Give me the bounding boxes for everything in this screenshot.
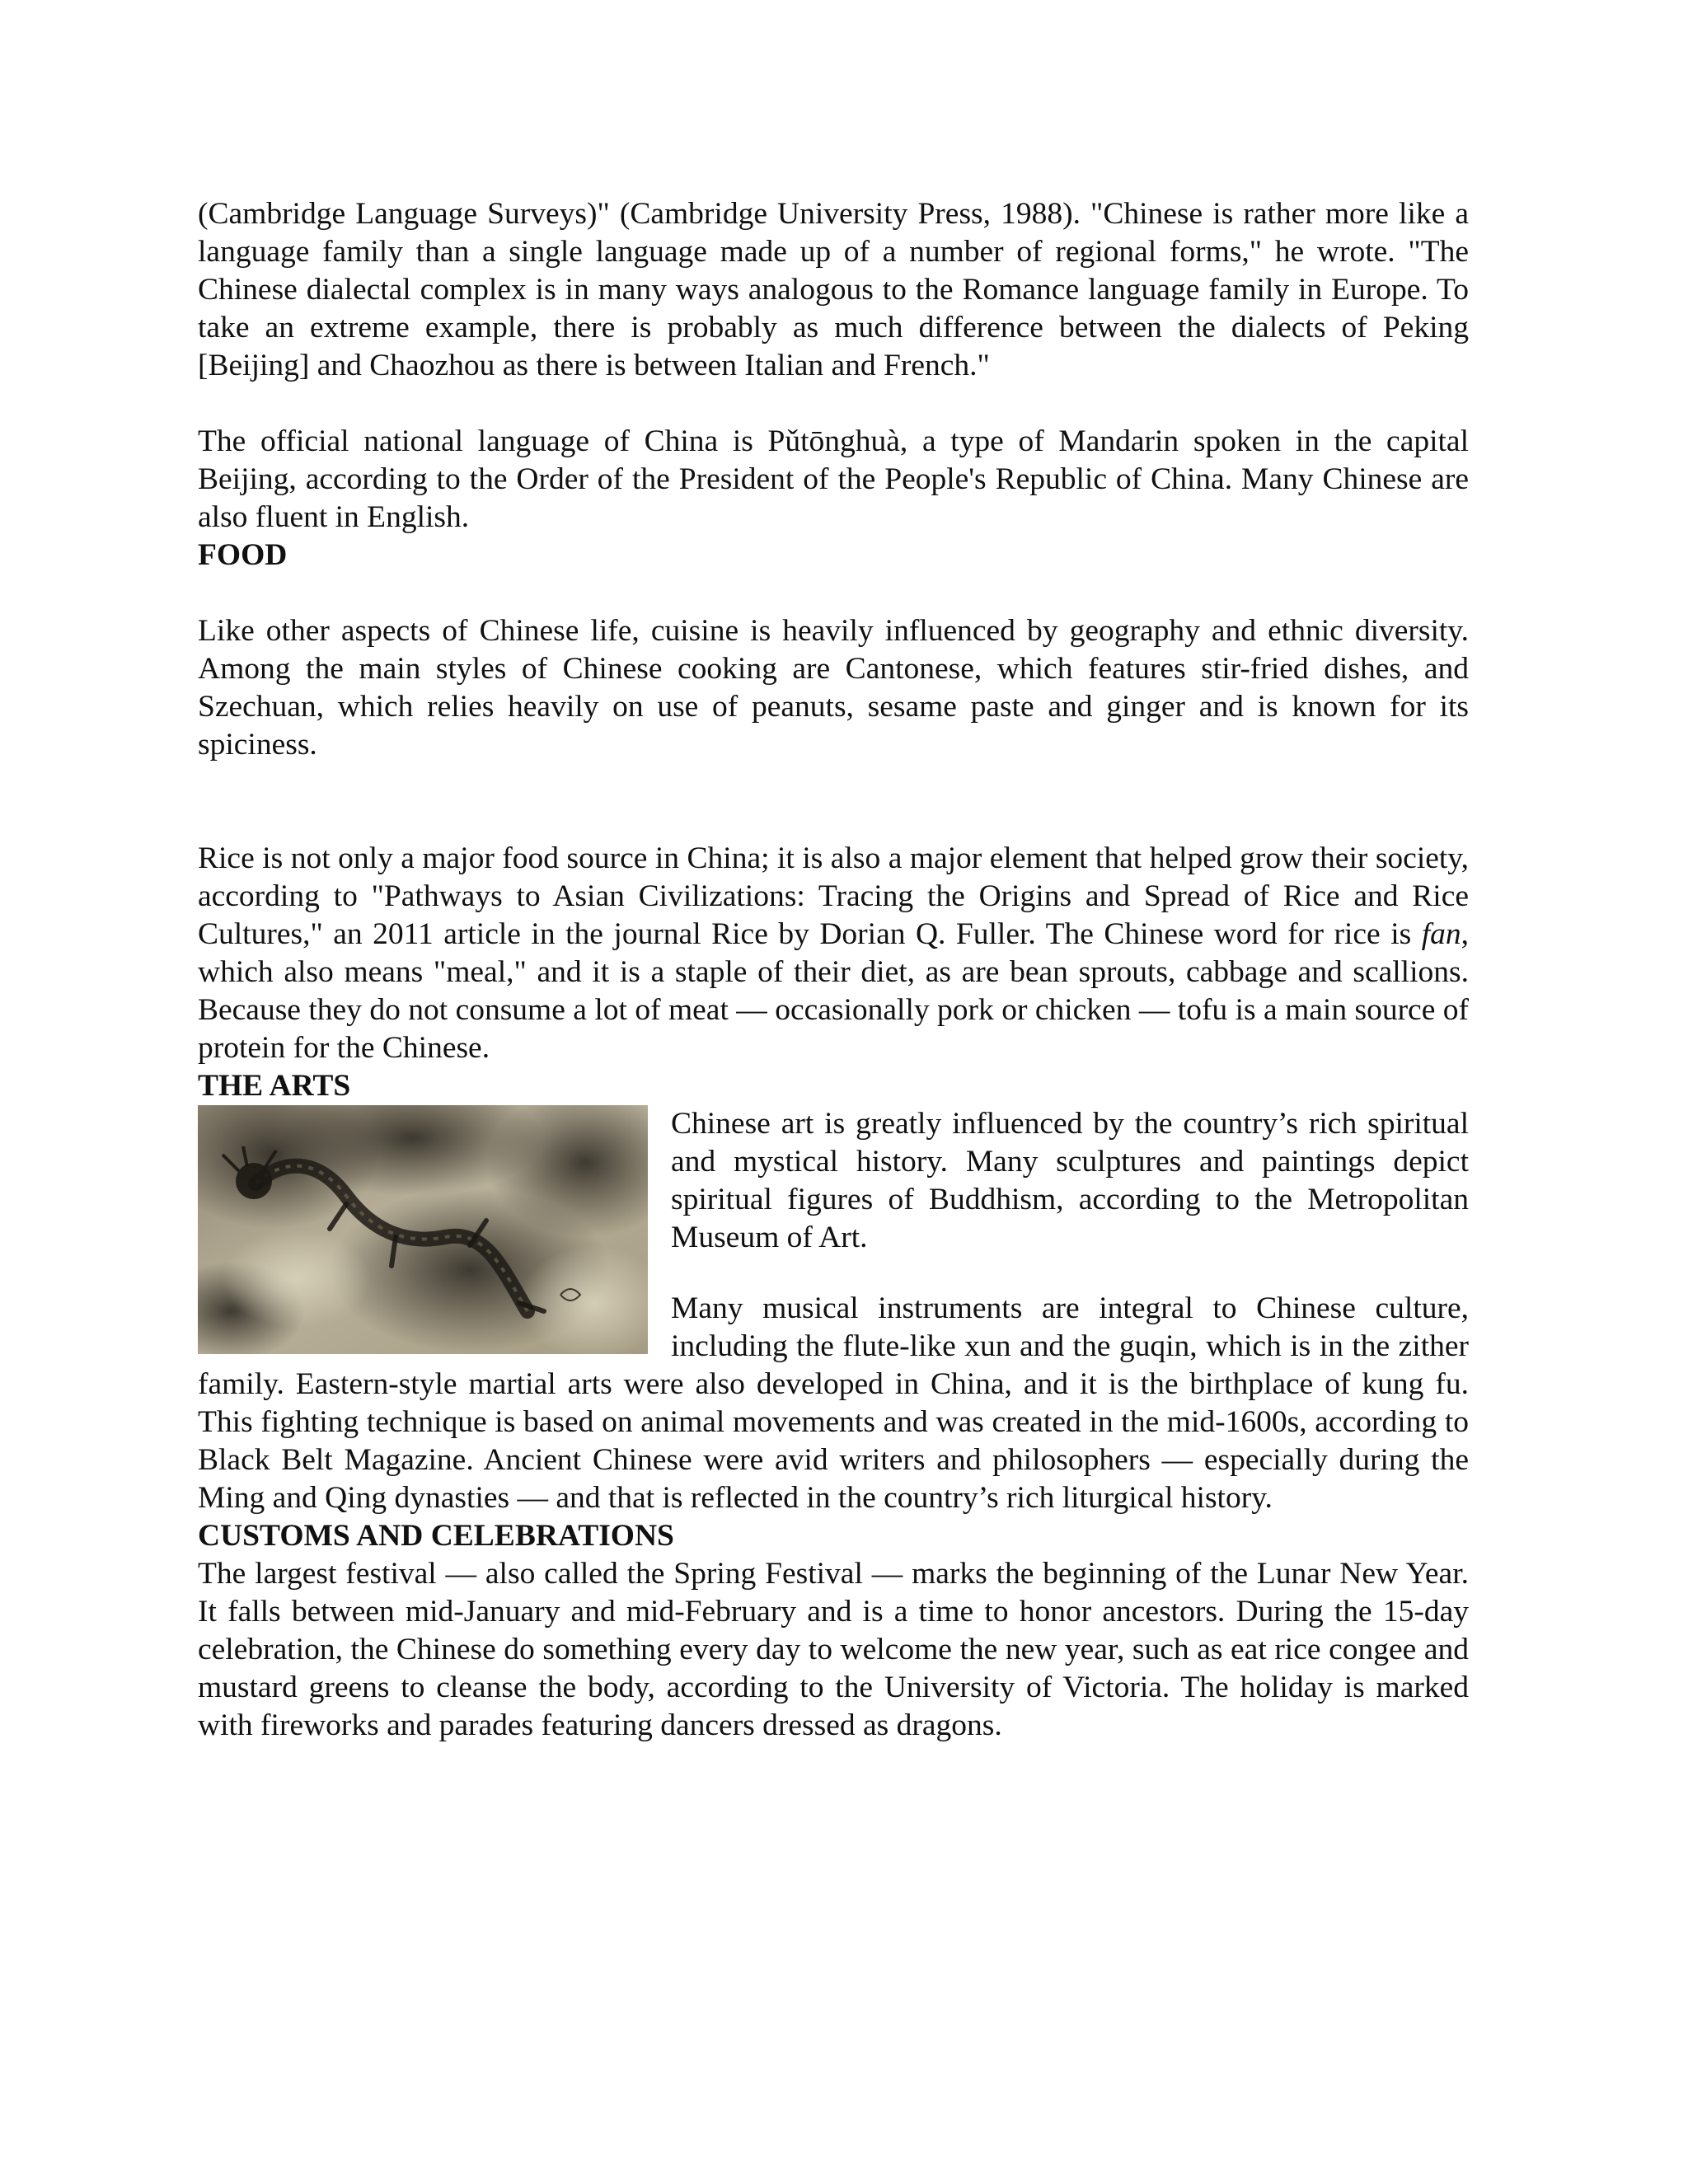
- arts-heading: THE ARTS: [198, 1069, 351, 1103]
- food-paragraph-1: Like other aspects of Chinese life, cuisine is heavily influenced by geography and ethnic diversity. Among the main styles of Chinese cooking are Cantonese, which features stir-fried dishes, and Szechuan, which relies heavily on use of peanuts, sesame paste and ginger and is known for its spiciness.: [198, 614, 1469, 762]
- food-heading: FOOD: [198, 538, 288, 572]
- arts-section: [198, 1105, 1469, 1517]
- food-paragraph-2: [198, 840, 1469, 1067]
- food-paragraph-2-start: Rice is not only a major food source in China; it is also a major element that helped grow their society, according to "Pathways to Asian Civilizations: Tracing the Origins and Spread of Rice and Rice Cultures," an 2011 article in the journal Rice by Dorian Q. Fuller. The Chinese word for rice is: [198, 841, 1469, 951]
- intro-paragraph: (Cambridge Language Surveys)" (Cambridge University Press, 1988). "Chinese is rather more like a language family than a single language made up of a number of regional forms," he wrote. "The Chinese dialectal complex is in many ways analogous to the Romance language family in Europe. To take an extreme example, there is probably as much difference between the dialects of Peking [Beijing] and Chaozhou as there is between Italian and French.": [198, 197, 1469, 382]
- food-paragraph-2-end: , which also means "meal," and it is a staple of their diet, as are bean sprouts, cabbage and scallions. Because they do not consume a lot of meat — occasionally pork or chicken — tofu is a main source of protein for the Chinese.: [198, 917, 1469, 1065]
- customs-paragraph: The largest festival — also called the Spring Festival — marks the beginning of the Lunar New Year. It falls between mid-January and mid-February and is a time to honor ancestors. During the 15-day celebration, the Chinese do something every day to welcome the new year, such as eat rice congee and mustard greens to cleanse the body, according to the University of Victoria. The holiday is marked with fireworks and parades featuring dancers dressed as dragons.: [198, 1557, 1469, 1742]
- language-paragraph: The official national language of China is Pǔtōnghuà, a type of Mandarin spoken in the capital Beijing, according to the Order of the President of the People's Republic of China. Many Chinese are also fluent in English.: [198, 424, 1469, 534]
- food-paragraph-2-italic: fan: [1421, 917, 1461, 951]
- dragon-painting-image: [198, 1105, 648, 1354]
- arts-paragraph-2: Many musical instruments are integral to Chinese culture, including the flute-like xun and the guqin, which is in the zither family. Eastern-style martial arts were also developed in China, and it is the birthplace of kung fu. This fighting technique is based on animal movements and was created in the mid-1600s, according to Black Belt Magazine. Ancient Chinese were avid writers and philosophers — especially during the Ming and Qing dynasties — and that is reflected in the country’s rich liturgical history.: [198, 1291, 1469, 1515]
- arts-paragraph-1: Chinese art is greatly influenced by the country’s rich spiritual and mystical history. Many sculptures and paintings depict spiritual figures of Buddhism, according to the Metropolitan Museum of Art.: [671, 1107, 1469, 1254]
- customs-heading: CUSTOMS AND CELEBRATIONS: [198, 1519, 674, 1553]
